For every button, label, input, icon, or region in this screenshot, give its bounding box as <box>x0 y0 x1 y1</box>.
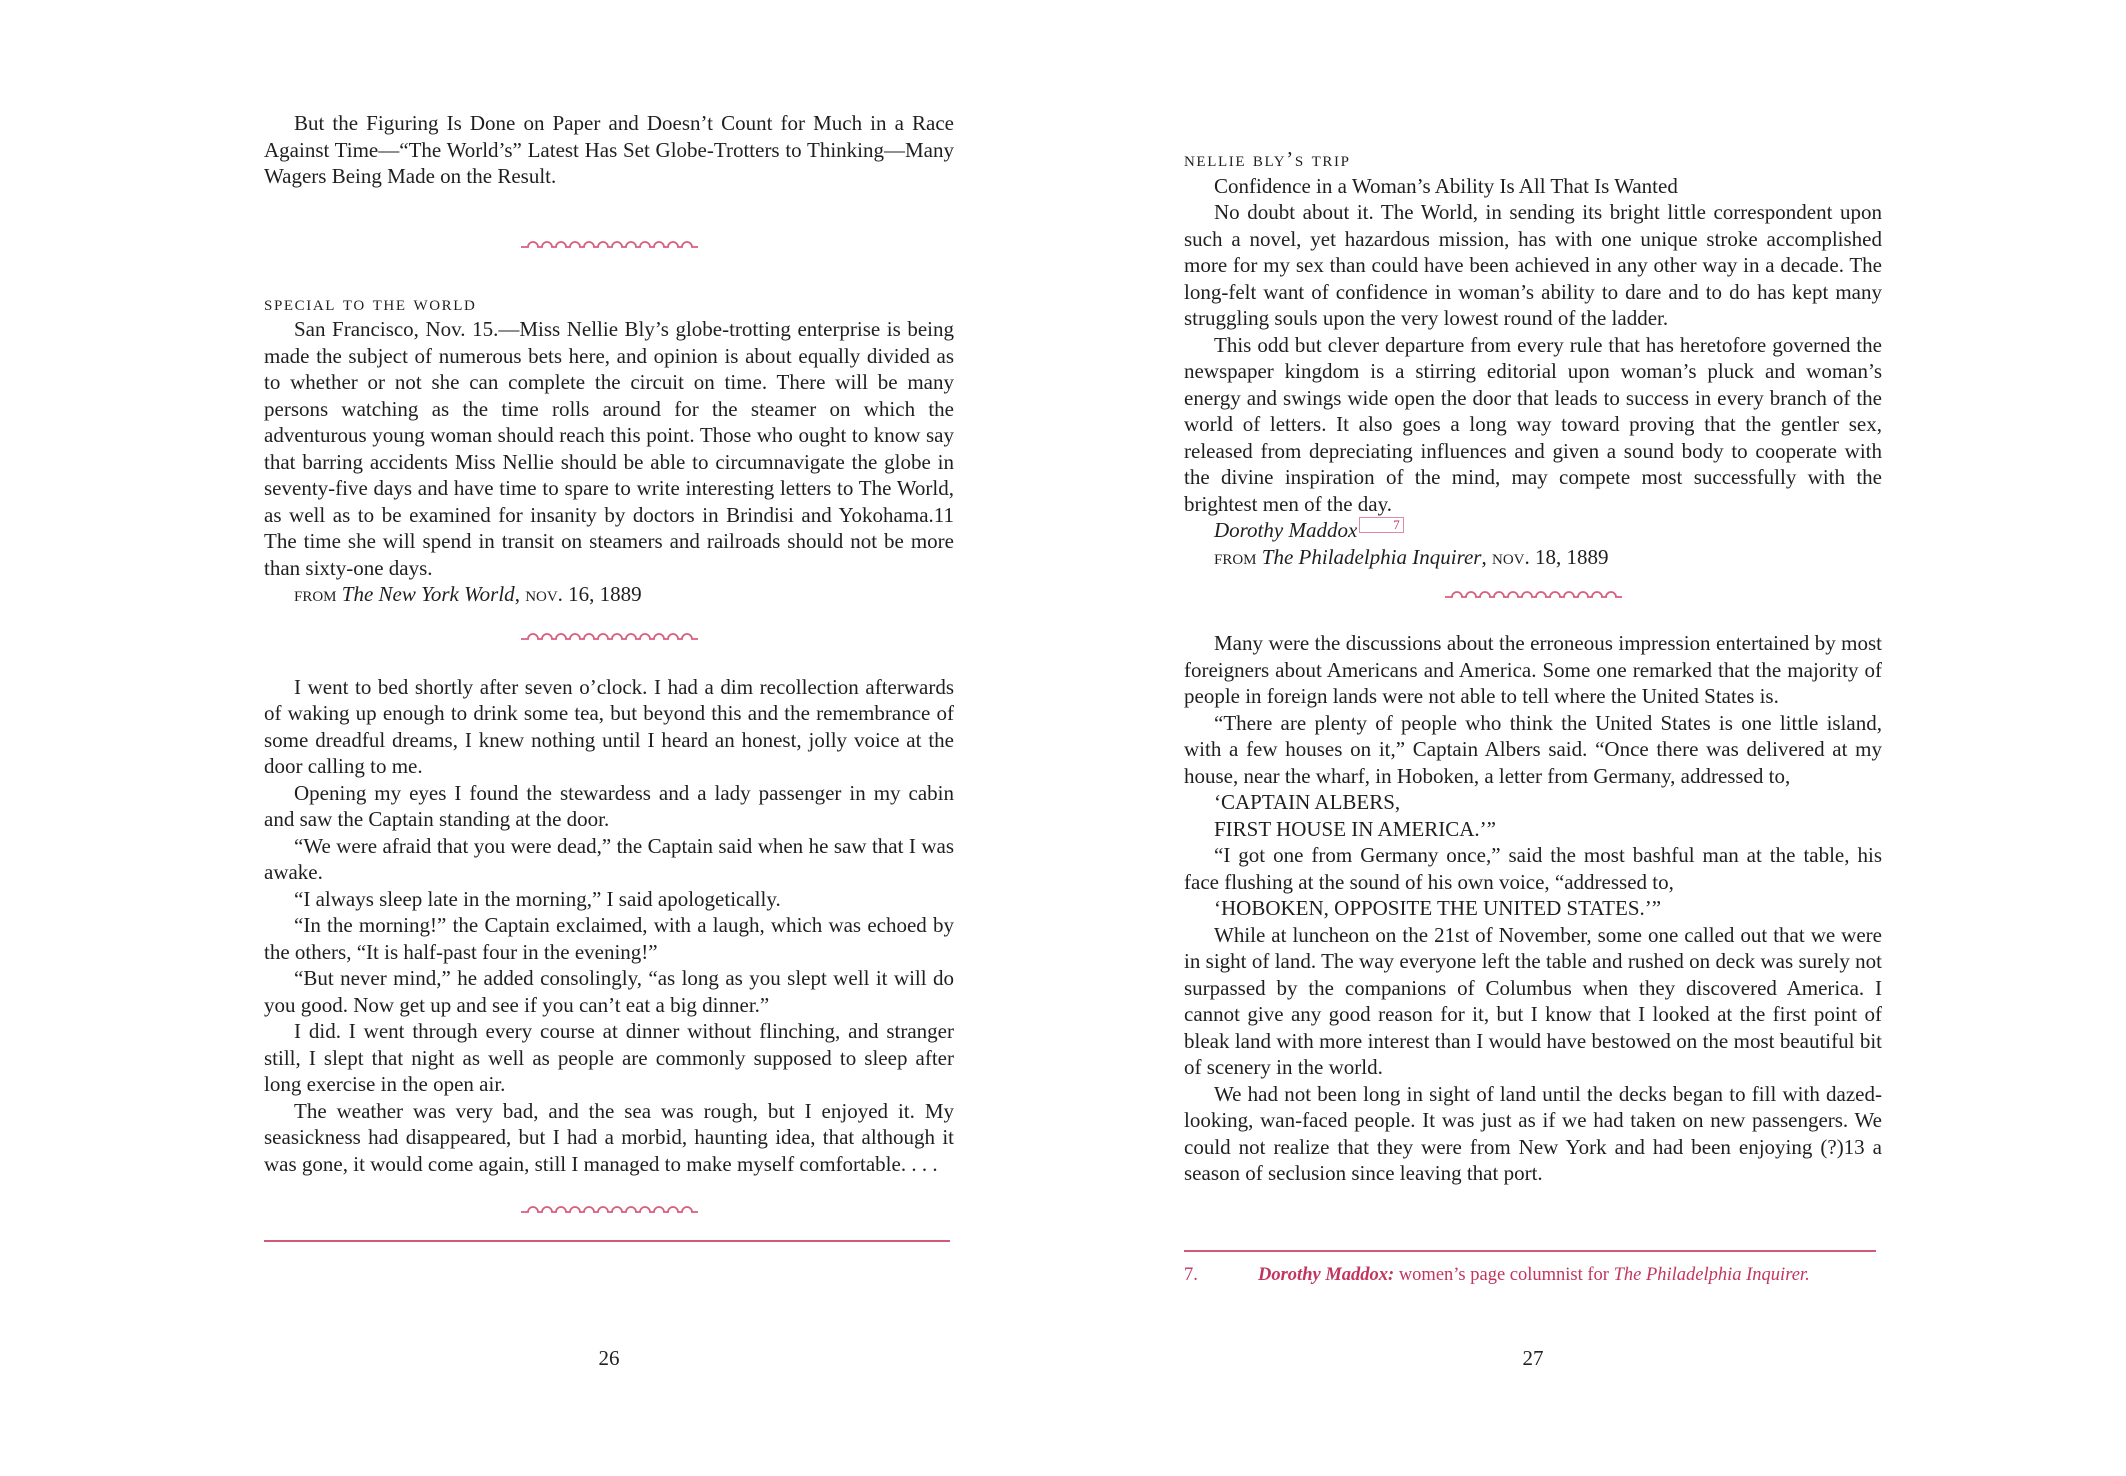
paragraph: The weather was very bad, and the sea was rough, but I enjoyed it. My seasickness had disappeared, but I had a morbid, haunting idea, that although it was gone, it would come again, still I managed to make myself comfortable. . . . <box>264 1098 954 1176</box>
footnote-source: The Philadelphia Inquirer. <box>1613 1265 1810 1285</box>
paragraph: “There are plenty of people who think the United States is one little island, with a few houses on it,” Captain Albers said. “Once there was delivered at my house, near the wharf, in Hoboken, a letter from Germany, addressed to, <box>1184 710 1882 788</box>
paragraph: I went to bed shortly after seven o’clock. I had a dim recollection afterwards of waking up enough to drink some tea, but beyond this and the remembrance of some dreadful dreams, I knew nothing until I heard an honest, jolly voice at the door calling to me. <box>264 674 954 778</box>
footnote-number: 7. <box>1184 1265 1198 1285</box>
paragraph: Many were the discussions about the erroneous impression entertained by most foreigners about Americans and America. Some one remarked that the majority of people in foreign lands were not able to tell where the United States is. <box>1184 631 1882 708</box>
address-line: ‘CAPTAIN ALBERS, <box>1214 790 1401 814</box>
dispatch-paragraph: San Francisco, Nov. 15.—Miss Nellie Bly’s globe-trotting enterprise is being made the subject of numerous bets here, and opinion is about equally divided as to whether or not she can complete the circuit on time. There will be many persons watching as the time rolls around for the steamer on which the adventurous young woman should reach this point. Those who ought to know say that barring accidents Miss Nellie should be able to circumnavigate the globe in seventy-five days and have time to spare to write interesting letters to The World, as well as to be examined for insanity by doctors in Brindisi and Yokohama.11 The time she will spend in transit on steamers and railroads should not be more than sixty-one days. <box>264 317 954 580</box>
source-attribution <box>1184 544 1882 571</box>
address-line: FIRST HOUSE IN AMERICA.’” <box>1214 816 1496 841</box>
squiggle-divider <box>264 1201 954 1219</box>
source-attribution <box>264 581 954 608</box>
paragraph: “I always sleep late in the morning,” I said apologetically. <box>294 886 781 911</box>
footnote-rule <box>264 1240 950 1242</box>
footnote-text <box>1258 1264 1810 1287</box>
paragraph: “In the morning!” the Captain exclaimed, with a laugh, which was echoed by the others, “It is half-past four in the evening!” <box>264 913 954 964</box>
squiggle-divider-icon <box>520 1202 698 1214</box>
page-number: 27 <box>1522 1346 1544 1370</box>
squiggle-divider <box>1184 586 1882 604</box>
left-page <box>264 0 954 1476</box>
right-page <box>1184 0 1882 1476</box>
attribution-source: The Philadelphia Inquirer <box>1261 544 1482 569</box>
paragraph: While at luncheon on the 21st of November, some one called out that we were in sight of land. The way everyone left the table and rushed on deck was surely not surpassed by the companions of Columbus when they discovered America. I cannot give any good reason for it, but I know that I looked at the first point of bleak land with more interest than I would have bestowed on the most beautiful bit of scenery in the world. <box>1184 922 1882 1079</box>
paragraph: “We were afraid that you were dead,” the Captain said when he saw that I was awake. <box>264 833 954 884</box>
squiggle-divider-icon <box>520 237 698 249</box>
paragraph: No doubt about it. The World, in sending its bright little correspondent upon such a novel, yet hazardous mission, has with one unique stroke accomplished more for my sex than could have been achieved in any other way in a decade. The long-felt want of confidence in woman’s ability to dare and to do has kept many struggling souls upon the very lowest round of the ladder. <box>1184 200 1882 330</box>
attribution-prefix: from <box>1214 544 1262 569</box>
attribution-source: The New York World <box>341 582 515 606</box>
squiggle-divider-icon <box>1444 587 1622 599</box>
footnote-term: Dorothy Maddox: <box>1258 1265 1395 1285</box>
paragraph: We had not been long in sight of land until the decks began to fill with dazed-looking, wan-faced people. It was just as if we had taken on new passengers. We could not realize that they were from New York and had been enjoying (?)13 a season of seclusion since leaving that port. <box>1184 1081 1882 1185</box>
attribution-date: , nov. 16, 1889 <box>514 582 642 606</box>
paragraph: This odd but clever departure from every rule that has heretofore governed the newspaper kingdom is a stirring editorial upon woman’s pluck and woman’s energy and swings wide open the door that leads to success in every branch of the world of letters. It also goes a long way toward proving that the gentler sex, released from depreciating influences and given a sound body to cooperate with the divine inspiration of the mind, may compete most successfully with the brightest men of the day. <box>1184 332 1882 516</box>
page-number: 26 <box>598 1346 620 1370</box>
paragraph: “But never mind,” he added consolingly, “as long as you slept well it will do you good. Now get up and see if you can’t eat a big dinner.” <box>264 966 954 1017</box>
byline-name: Dorothy Maddox <box>1214 518 1358 542</box>
attribution-prefix: from <box>294 582 342 606</box>
footnote-reference-link[interactable]: 7 <box>1359 517 1404 533</box>
footnote <box>1184 1264 1876 1287</box>
paragraph: I did. I went through every course at dinner without flinching, and stranger still, I slept that night as well as people are commonly supposed to sleep after long exercise in the open air. <box>264 1019 954 1096</box>
headline: But the Figuring Is Done on Paper and Doesn’t Count for Much in a Race Against Time—“The World’s” Latest Has Set Globe-Trotters to Thinking—Many Wagers Being Made on the Result. <box>264 111 954 188</box>
squiggle-divider-icon <box>520 629 698 641</box>
attribution-date: , nov. 18, 1889 <box>1481 544 1609 569</box>
subheadline: Confidence in a Woman’s Ability Is All That Is Wanted <box>1214 173 1678 198</box>
byline <box>1184 517 1882 544</box>
footnote-rule <box>1184 1250 1876 1252</box>
footnote-body: women’s page columnist for <box>1394 1265 1614 1285</box>
section-kicker: special to the world <box>264 290 477 315</box>
address-line: ‘HOBOKEN, OPPOSITE THE UNITED STATES.’” <box>1214 896 1662 920</box>
paragraph: Opening my eyes I found the stewardess and a lady passenger in my cabin and saw the Captain standing at the door. <box>264 780 954 831</box>
squiggle-divider <box>264 628 954 646</box>
paragraph: “I got one from Germany once,” said the most bashful man at the table, his face flushing at the sound of his own voice, “addressed to, <box>1184 843 1882 894</box>
squiggle-divider <box>264 236 954 254</box>
section-kicker: nellie bly’s trip <box>1184 147 1351 171</box>
